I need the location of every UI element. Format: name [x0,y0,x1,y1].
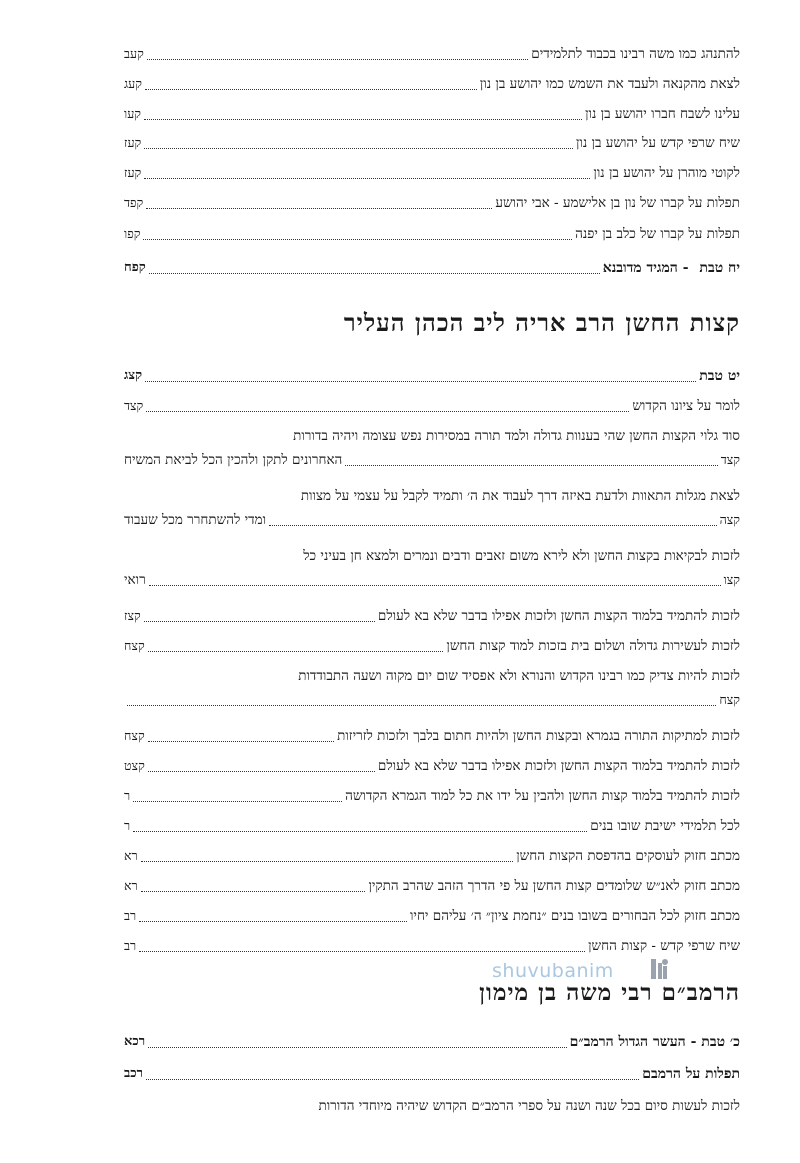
leader-dots [146,1079,639,1080]
page-number: רב [124,938,137,953]
page-number: קצט [124,758,145,773]
toc-entry[interactable] [124,724,740,748]
page-number: קצו [723,572,740,587]
toc-entry[interactable] [124,42,740,66]
entry-title: לקוטי מוהרן על יהושע בן נון [593,165,740,181]
toc-entry[interactable] [124,904,740,928]
page-number: רב [124,908,137,923]
entry-title: תפלות על הרמבם [642,1066,740,1082]
entry-dash: - [677,260,694,276]
entry-last-line [124,568,740,592]
leader-dots [146,208,492,209]
leader-dots [143,239,572,240]
page-number: קצג [124,368,143,383]
page-number: רכב [124,1066,144,1081]
section-heading-ketzot: קצות החשן הרב אריה ליב הכהן העליר [343,308,740,337]
leader-dots [146,411,629,412]
page-number: קעב [124,46,144,61]
page-number: ר [124,818,131,833]
page-number: קצד [720,452,740,467]
page-number: קעז [124,165,142,180]
page-number: רכא [124,1034,146,1049]
leader-dots [144,119,582,120]
page-number: קעו [124,106,141,121]
page-number: קצה [719,512,740,527]
toc-entry[interactable] [124,161,740,185]
leader-dots [148,1047,567,1048]
toc-entry[interactable] [124,72,740,96]
page-number: קפד [124,195,144,210]
page-number: ר [124,788,131,803]
leader-dots [127,705,716,706]
entry-title: לזכות להתמיד בלמוד קצות החשן ולהבין על ידו את כל למוד הגמרא הקדושה [345,788,740,804]
toc-entry[interactable] [124,604,740,628]
toc-entry[interactable] [124,814,740,838]
toc-rambam-entry-2[interactable] [124,1062,740,1086]
toc-entry[interactable] [124,131,740,155]
entry-title: המגיד מדובנא [602,260,678,276]
entry-title: לזכות למתיקות התורה בגמרא ובקצות החשן ולהיות חתום בלבך ולזכות לזריזות [337,728,740,744]
leader-dots [139,951,585,952]
toc-entry[interactable] [124,934,740,958]
leader-dots [148,771,375,772]
entry-text-line: האחרונים לתקן ולהכין הכל לביאת המשיח [124,452,343,468]
entry-title: שיח שרפי קדש - קצות החשן [588,938,740,954]
entry-title: לזכות להתמיד בלמוד הקצות החשן ולזכות אפילו בדבר שלא בא לעולם [377,608,740,624]
entry-title: מכתב חזוק לאנ״ש שלומדים קצות החשן על פי הדרך הזהב שהרב התקין [368,878,740,894]
entry-text-line: לצאת מגלות התאוות ולדעת באיזה דרך לעבוד את ה׳ ותמיד לקבל על עצמי על מצוות [300,488,740,504]
toc-rambam-entry-1[interactable] [124,1030,740,1054]
entry-text-line: רואי [124,572,146,588]
toc-entry[interactable] [124,394,740,418]
entry-title: לצאת מהקנאה ולעבד את השמש כמו יהושע בן נון [479,76,740,92]
entry-text-line: לזכות לעשות סיום בכל שנה ושנה על ספרי הרמב״ם הקדוש שיהיה מיוחדי הדורות [318,1098,740,1114]
entry-last-line [124,508,740,532]
toc-entry[interactable] [124,784,740,808]
toc-entry[interactable] [124,222,740,246]
leader-dots [149,273,600,274]
entry-title: מכתב חזוק לכל הבחורים בשובו בנים ״נחמת ציון״ ה׳ עליהם יחיו [409,908,740,924]
page-number: רא [124,878,138,893]
entry-title: להתנהג כמו משה רבינו בכבוד לתלמידים [531,46,740,62]
page-number: קעז [124,135,142,150]
leader-dots [145,89,477,90]
entry-text-line: ומדי להשתחרר מכל שעבוד [124,512,267,528]
toc-entry-yod-het[interactable] [124,256,740,280]
page-number: קפו [124,226,141,241]
leader-dots [148,741,334,742]
leader-dots [148,651,444,652]
leader-dots [144,148,573,149]
entry-title: לזכות לעשירות גדולה ושלום בית בזכות למוד קצות החשן [446,638,740,654]
leader-dots [147,59,529,60]
entry-title: שיח שרפי קדש על יהושע בן נון [575,135,740,151]
toc-entry[interactable] [124,844,740,868]
toc-entry[interactable] [124,874,740,898]
watermark-text: shuvubanim [492,960,614,982]
page-number: קצח [124,728,145,743]
entry-text-line: לזכות לבקיאות בקצות החשן ולא לירא משום זאבים ודבים ונמרים ולמצא חן בעיני כל [303,548,740,564]
leader-dots [269,525,717,526]
toc-entry-multiline[interactable] [124,544,740,592]
leader-dots [141,861,514,862]
page-number: קפח [124,260,146,275]
entry-title: לומר על ציונו הקדוש [632,398,740,414]
entry-text-line: לזכות להיות צדיק כמו רבינו הקדוש והנורא ולא אפסיד שום יום מקוה ושעה התבודדות [298,668,740,684]
entry-title: עלינו לשבח חברו יהושע בן נון [585,106,740,122]
toc-entry-multiline[interactable] [124,484,740,532]
entry-title: מכתב חזוק לעוסקים בהדפסת הקצות החשן [516,848,740,864]
leader-dots [141,891,366,892]
toc-entry[interactable] [124,634,740,658]
toc-entry[interactable] [124,102,740,126]
page-number: קעג [124,76,142,91]
page-number: קצח [719,692,740,707]
leader-dots [144,178,590,179]
page-number: קצד [124,398,144,413]
section-heading-rambam: הרמב״ם רבי משה בן מימון [479,979,740,1006]
entry-title: לכל תלמידי ישיבת שובו בנים [590,818,740,834]
entry-title: תפלות על קברו של נון בן אלישמע - אבי יהושע [495,195,740,211]
toc-entry[interactable] [124,191,740,215]
entry-title: לזכות להתמיד בלמוד הקצות החשן ולזכות אפילו בדבר שלא בא לעולם [377,758,740,774]
toc-entry[interactable] [124,754,740,778]
toc-section1-date[interactable] [124,364,740,388]
toc-entry-multiline[interactable] [124,664,740,712]
leader-dots [149,585,721,586]
entry-date: יט טבת [699,368,740,384]
leader-dots [139,921,407,922]
leader-dots [133,831,587,832]
entry-date: יח טבת [699,260,740,276]
entry-last-line [124,688,740,712]
entry-title: כ׳ טבת - העשר הגדול הרמב״ם [569,1034,740,1050]
entry-title: תפלות על קברו של כלב בן יפנה [575,226,740,242]
toc-entry-multiline[interactable] [124,424,740,472]
page-number: קצז [124,608,141,623]
leader-dots [133,801,342,802]
entry-last-line [124,448,740,472]
leader-dots [345,465,717,466]
leader-dots [144,621,375,622]
entry-text-line: סוד גלוי הקצות החשן שהי בענוות גדולה ולמד תורה במסירות נפש עצומה ויהיה בדורות [293,428,740,444]
toc-rambam-entry-3[interactable] [124,1094,740,1118]
leader-dots [145,381,696,382]
page-number: רא [124,848,138,863]
page-number: קצח [124,638,145,653]
